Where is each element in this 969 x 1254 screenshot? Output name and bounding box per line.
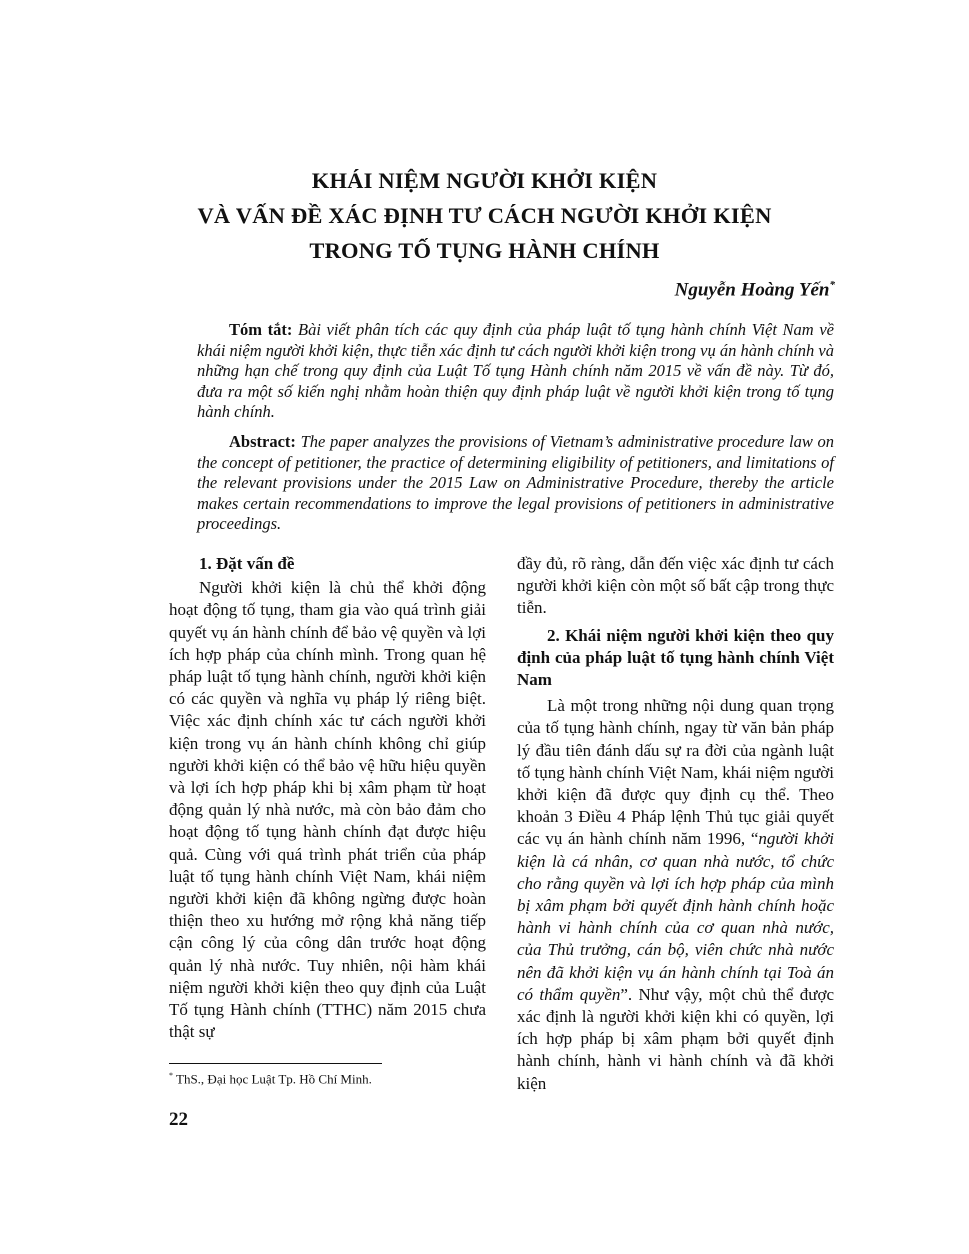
- summary-text: Bài viết phân tích các quy định của pháp luật tố tụng hành chính Việt Nam về khái niệm người khởi kiện, thực tiễn xác định tư cách người khởi kiện trong vụ án hành chính và những hạn chế trong quy định của Luật Tố tụng Hành chính năm 2015 về vấn đề này. Từ đó, đưa ra một số kiến nghị nhằm hoàn thiện quy định pháp luật về người khởi kiện trong tố tụng hành chính.: [197, 320, 834, 422]
- footnote-marker: *: [169, 1071, 173, 1080]
- author: [675, 279, 835, 301]
- section-2-text-continued: ”. Như vậy, một chủ thể được xác định là người khởi kiện khi có quyền, lợi ích hợp pháp bị xâm phạm bởi quyết định hành chính, hành vi hành chính và đã khởi kiện: [517, 984, 834, 1093]
- abstract-label: Abstract:: [229, 432, 296, 451]
- abstract-text: The paper analyzes the provisions of Vietnam’s administrative procedure law on the concept of petitioner, the practice of determining eligibility of petitioners, and limitations of the relevant provisions under the 2015 Law on Administrative Procedure, thereby the article makes certain recommendations to improve the legal provisions of petitioners in administrative proceedings.: [197, 432, 835, 534]
- page-number: 22: [169, 1109, 188, 1130]
- author-name: Nguyễn Hoàng Yến: [674, 279, 830, 301]
- legal-quote: người khởi kiện là cá nhân, cơ quan nhà nước, tổ chức cho rằng quyền và lợi ích hợp pháp của mình bị xâm phạm bởi quyết định hành chính hoặc hành vi hành chính của cơ quan nhà nước, của Thủ trưởng, cán bộ, viên chức nhà nước nên đã khởi kiện vụ án hành chính tại Toà án có thẩm quyền: [517, 829, 834, 1004]
- summary-label: Tóm tắt:: [229, 320, 293, 339]
- right-column: [517, 553, 834, 1095]
- vietnamese-summary: [197, 320, 834, 423]
- section-2-heading: 2. Khái niệm người khởi kiện theo quy định của pháp luật tố tụng hành chính Việt Nam: [517, 625, 834, 690]
- footnote-text: ThS., Đại học Luật Tp. Hồ Chí Minh.: [176, 1071, 372, 1087]
- footnote: [169, 1071, 372, 1087]
- title-line-2: VÀ VẤN ĐỀ XÁC ĐỊNH TƯ CÁCH NGƯỜI KHỞI KIỆN: [197, 203, 772, 228]
- english-abstract: [197, 432, 834, 535]
- section-1-continuation: đầy đủ, rõ ràng, dẫn đến việc xác định tư cách người khởi kiện còn một số bất cập trong thực tiễn.: [517, 554, 834, 618]
- section-2-text: Là một trong những nội dung quan trọng của tố tụng hành chính, ngay từ văn bản pháp lý đầu tiên đánh dấu sự ra đời của ngành luật tố tụng hành chính Việt Nam, khái niệm người khởi kiện đã được quy định cụ thể. Theo khoản 3 Điều 4 Pháp lệnh Thủ tục giải quyết các vụ án hành chính năm 1996, “: [517, 696, 834, 849]
- section-1-paragraph: Người khởi kiện là chủ thể khởi động hoạt động tố tụng, tham gia vào quá trình giải quyết vụ án hành chính để bảo vệ quyền và lợi ích hợp pháp của chính mình. Trong quan hệ pháp luật tố tụng hành chính, người khởi kiện có các quyền và nghĩa vụ pháp lý riêng biệt. Việc xác định chính xác tư cách người khởi kiện trong vụ án hành chính không chỉ giúp người khởi kiện có thể bảo vệ hữu hiệu quyền và lợi ích hợp pháp khi bị xâm phạm từ hoạt động quản lý nhà nước, mà còn bảo đảm cho hoạt động tố tụng hành chính đạt được hiệu quả. Cùng với quá trình phát triển của pháp luật tố tụng hành chính Việt Nam, khái niệm người khởi kiện đã không ngừng được hoàn thiện theo xu hướng mở rộng khả năng tiếp cận công lý của công dân trước hoạt động quản lý nhà nước. Tuy nhiên, nội hàm khái niệm người khởi kiện theo quy định của Luật Tố tụng Hành chính (TTHC) năm 2015 chưa thật sự: [169, 578, 486, 1042]
- article-title: [0, 163, 969, 268]
- title-line-3: TRONG TỐ TỤNG HÀNH CHÍNH: [309, 238, 660, 263]
- footnote-divider: [169, 1063, 382, 1064]
- title-line-1: KHÁI NIỆM NGƯỜI KHỞI KIỆN: [311, 168, 658, 193]
- section-2-paragraph: [517, 695, 834, 1095]
- left-column: [169, 553, 486, 1043]
- section-1-heading: 1. Đặt vấn đề: [199, 554, 295, 573]
- author-footnote-marker: *: [829, 279, 835, 291]
